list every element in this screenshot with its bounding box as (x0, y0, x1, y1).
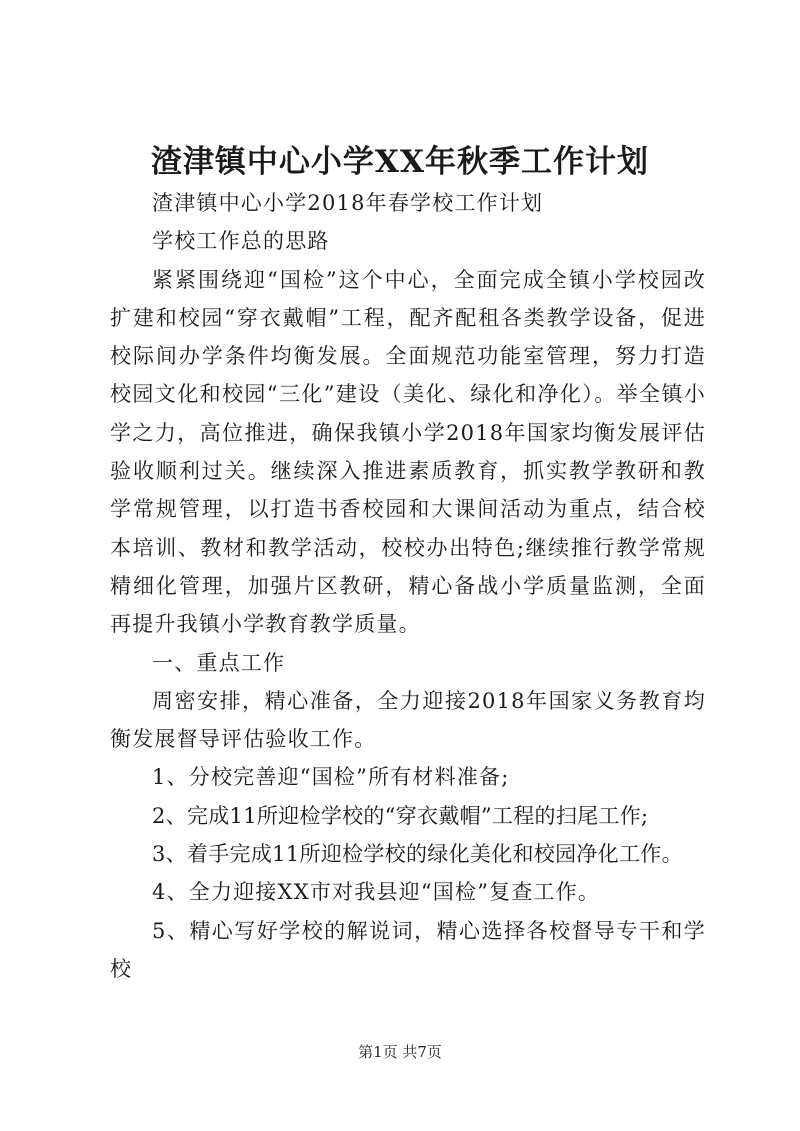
paragraph-item-2: 2、完成11所迎检学校的“穿衣戴帽”工程的扫尾工作; (152, 803, 649, 828)
paragraph-item-5: 5、精心写好学校的解说词，精心选择各校督导专干和学校 (110, 918, 706, 981)
document-title: 渣津镇中心小学XX年秋季工作计划 (150, 144, 650, 180)
paragraph-heading-key-work: 一、重点工作 (152, 650, 286, 675)
paragraph-overall-thinking: 紧紧围绕迎“国检”这个中心，全面完成全镇小学校园改扩建和校园“穿衣戴帽”工程，配齐配租各类教学设备，促进校际间办学条件均衡发展。全面规范功能室管理，努力打造校园文化和校园“三化”建设（美化、绿化和净化）。举全镇小学之力，高位推进，确保我镇小学2018年国家均衡发展评估验收顺利过关。继续深入推进素质教育，抓实教学教研和教学常规管理，以打造书香校园和大课间活动为重点，结合校本培训、教材和教学活动，校校办出特色;继续推行教学常规精细化管理，加强片区教研，精心备战小学质量监测，全面再提升我镇小学教育教学质量。 (110, 267, 706, 637)
paragraph-key-work-intro: 周密安排，精心准备，全力迎接2018年国家义务教育均衡发展督导评估验收工作。 (110, 688, 706, 752)
paragraph-item-4: 4、全力迎接XX市对我县迎“国检”复查工作。 (152, 880, 601, 905)
paragraph-item-3: 3、着手完成11所迎检学校的绿化美化和校园净化工作。 (152, 842, 683, 867)
paragraph-item-1: 1、分校完善迎“国检”所有材料准备; (152, 765, 510, 790)
paragraph-heading-overall: 学校工作总的思路 (152, 229, 330, 254)
document-body (110, 184, 706, 988)
page-number-footer: 第1页 共7页 (358, 1043, 442, 1061)
paragraph-subtitle: 渣津镇中心小学2018年春学校工作计划 (152, 191, 544, 215)
